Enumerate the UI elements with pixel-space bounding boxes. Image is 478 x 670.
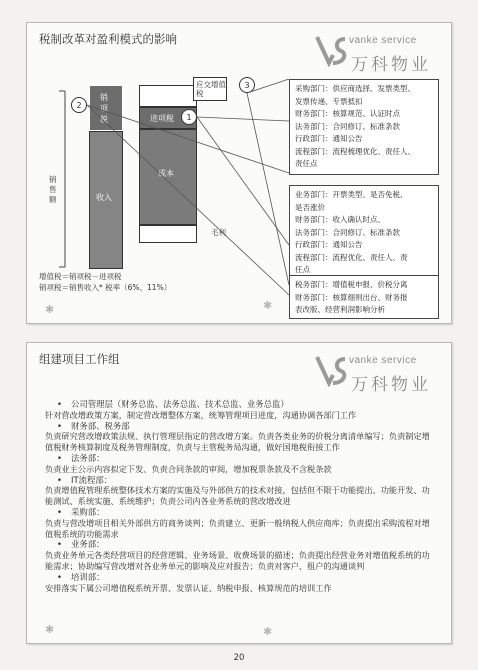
marker-circle-3: 3 bbox=[239, 77, 255, 93]
box2-line: 流程部门：流程优化、责任人、责 bbox=[295, 252, 408, 262]
team-description: 安排落实下属公司增值税系统开票、发票认证、纳税申报、核算规范的培训工作 bbox=[45, 582, 332, 593]
box1-line: 采购部门：供应商选择、发票类型、 bbox=[295, 84, 415, 93]
tax-responsibility-box bbox=[289, 275, 439, 319]
box3-line: 税务部门：增值税申报、价税分离 bbox=[295, 280, 408, 289]
slide-title: 税制改革对盈利模式的影响 bbox=[39, 32, 177, 46]
team-heading: • 培训部： bbox=[71, 572, 437, 583]
box3-line: 财务部门：核算细则出台、财务报 bbox=[295, 292, 408, 302]
team-description: 负责与营改增项目相关外部供方的商务谈判；负责建立、更新一般纳税人供应商库；负责提出采购流程对增值税系统的功能需求 bbox=[45, 517, 430, 539]
brand-logo bbox=[315, 353, 435, 401]
team-description: 针对营改增政策方案，制定营改增整体方案，统筹管理项目进度，沟通协调各部门工作 bbox=[45, 409, 357, 420]
box2-line: 法务部门：合同修订、标准条款 bbox=[295, 227, 400, 237]
team-description: 负责业主公示内容拟定下发、负责合同条款的审阅，增加税票条款及不含税条款 bbox=[45, 463, 332, 474]
decor-star-icon: ✱ bbox=[45, 623, 55, 636]
sales-amount-label: 销售额 bbox=[49, 175, 57, 204]
box1-line: 行政部门：通知公告 bbox=[295, 134, 363, 143]
decor-star-icon: ✱ bbox=[263, 299, 273, 312]
team-heading: • 公司管理层（财务总监、法务总监、技术总监、业务总监） bbox=[71, 399, 437, 410]
team-heading: • 法务部： bbox=[71, 453, 437, 464]
box2-line: 业务部门：开票类型、是否免税、 bbox=[295, 190, 408, 199]
brand-name-cn: 万科物业 bbox=[351, 375, 431, 395]
box2-line: 任点 bbox=[295, 265, 310, 274]
box2-line: 是否涨价 bbox=[295, 202, 325, 212]
slide-vat-impact bbox=[26, 22, 452, 324]
box1-line: 责任点 bbox=[295, 159, 318, 168]
box1-line: 财务部门：核算规范、认证时点 bbox=[295, 109, 400, 118]
input-tax-label: 进项税 bbox=[150, 114, 174, 123]
slide-title: 组建项目工作组 bbox=[39, 352, 120, 366]
team-list bbox=[45, 399, 437, 593]
slide-project-team bbox=[26, 342, 452, 644]
marker-circle-2: 2 bbox=[71, 97, 87, 113]
business-responsibility-box bbox=[289, 185, 439, 279]
team-description: 负责业务单元各类经营项目的经营逻辑、业务场景、收费场景的描述；负责提出经营业务对增值税系统的功能需求；协助编写营改增对各业务单元的影响及应对报告；负责对客户、租户的沟通谈判 bbox=[45, 550, 430, 571]
marker-circle-1: 1 bbox=[181, 109, 197, 125]
brand-name-cn: 万科物业 bbox=[351, 55, 431, 75]
team-heading: • IT流程部： bbox=[71, 475, 437, 486]
output-tax-formula: 销项税＝销售收入* 税率（6%、11%） bbox=[39, 283, 172, 292]
team-description: 负责增值税管理系统整体技术方案的实施及与外部供方的技术对接，包括但不限于功能提出、功能开发、功能测试、系统实施、系统维护；负责公司内各业务系统的营改增改进 bbox=[45, 485, 430, 507]
box2-line: 行政部门：通知公告 bbox=[295, 240, 363, 249]
page-number: 20 bbox=[233, 653, 245, 663]
team-heading: • 业务部： bbox=[71, 539, 437, 550]
box1-line: 发票传递、专票抵扣 bbox=[295, 96, 363, 106]
vat-payable-label: 应交增值税 bbox=[196, 80, 226, 98]
vanke-logo-icon bbox=[315, 353, 349, 387]
box1-line: 法务部门：合同修订、标准条款 bbox=[295, 121, 400, 131]
cost-label: 成本 bbox=[158, 169, 174, 178]
box1-line: 流程部门：流程梳理优化、责任人、 bbox=[295, 146, 415, 156]
brand-name-en: vanke service bbox=[349, 355, 417, 366]
revenue-label: 收入 bbox=[96, 193, 112, 202]
team-description: 负责研究营改增政策法规、执行管理层指定的营改增方案。负责各类业务的价税分离清单编写；负责制定增值税财务核算制度及税务管理制度，负责与主管税务局沟通，做好国地税衔接工作 bbox=[45, 431, 430, 453]
team-heading: • 财务部、税务部 bbox=[71, 421, 437, 432]
procurement-responsibility-box bbox=[289, 79, 439, 175]
vat-formula: 增值税＝销项税－进项税 bbox=[39, 272, 122, 281]
team-heading: • 采购部： bbox=[71, 507, 437, 518]
box3-line: 表改版、经营利润影响分析 bbox=[295, 305, 385, 314]
gross-profit-label: 毛利 bbox=[211, 228, 226, 237]
decor-star-icon: ✱ bbox=[263, 625, 273, 638]
box2-line: 财务部门：收入确认时点、 bbox=[295, 215, 385, 224]
decor-star-icon: ✱ bbox=[45, 303, 55, 316]
brand-name-en: vanke service bbox=[349, 35, 417, 46]
output-tax-label: 销项税 bbox=[100, 93, 108, 124]
